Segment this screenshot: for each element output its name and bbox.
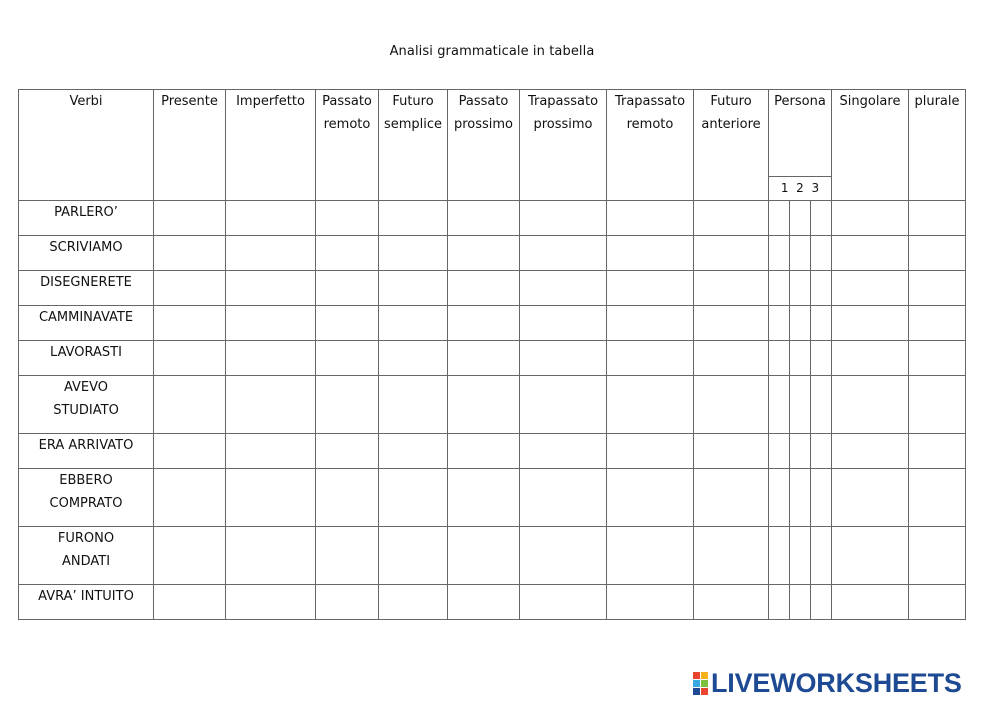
header-line: prossimo	[453, 117, 514, 132]
answer-cell[interactable]	[909, 469, 966, 527]
answer-cell[interactable]	[769, 376, 790, 434]
verb-text: ERA ARRIVATO	[38, 438, 134, 453]
answer-cell[interactable]	[694, 306, 769, 341]
answer-cell[interactable]	[448, 527, 520, 585]
answer-cell[interactable]	[607, 271, 694, 306]
header-presente: Presente	[154, 90, 226, 201]
answer-cell[interactable]	[832, 376, 909, 434]
answer-cell[interactable]	[154, 585, 226, 620]
answer-cell[interactable]	[316, 306, 379, 341]
answer-cell[interactable]	[379, 341, 448, 376]
answer-cell[interactable]	[226, 271, 316, 306]
answer-cell[interactable]	[316, 434, 379, 469]
answer-cell[interactable]	[909, 527, 966, 585]
answer-cell[interactable]	[769, 585, 790, 620]
answer-cell[interactable]	[694, 585, 769, 620]
answer-cell[interactable]	[448, 306, 520, 341]
answer-cell[interactable]	[832, 271, 909, 306]
table-row	[19, 376, 966, 434]
answer-cell[interactable]	[790, 306, 811, 341]
verb-text: AVEVO	[63, 380, 109, 395]
answer-cell[interactable]	[316, 201, 379, 236]
answer-cell[interactable]	[790, 271, 811, 306]
answer-cell[interactable]	[909, 434, 966, 469]
answer-cell[interactable]	[448, 376, 520, 434]
answer-cell[interactable]	[226, 585, 316, 620]
answer-cell[interactable]	[769, 306, 790, 341]
persona-number-3: 3	[811, 181, 820, 195]
header-imperfetto: Imperfetto	[226, 90, 316, 201]
table-row	[19, 341, 966, 376]
answer-cell[interactable]	[154, 306, 226, 341]
answer-cell[interactable]	[520, 585, 607, 620]
answer-cell[interactable]	[316, 585, 379, 620]
answer-cell[interactable]	[832, 527, 909, 585]
answer-cell[interactable]	[769, 469, 790, 527]
table-row	[19, 469, 966, 527]
logo-icon-square	[701, 680, 708, 687]
answer-cell[interactable]	[607, 527, 694, 585]
answer-cell[interactable]	[316, 376, 379, 434]
answer-cell[interactable]	[832, 469, 909, 527]
answer-cell[interactable]	[909, 376, 966, 434]
answer-cell[interactable]	[769, 341, 790, 376]
answer-cell[interactable]	[154, 469, 226, 527]
answer-cell[interactable]	[909, 201, 966, 236]
answer-cell[interactable]	[790, 201, 811, 236]
answer-cell[interactable]	[154, 376, 226, 434]
header-line: remoto	[323, 117, 371, 132]
answer-cell[interactable]	[316, 469, 379, 527]
logo-icon-square	[693, 680, 700, 687]
answer-cell[interactable]	[379, 306, 448, 341]
header-line: Trapassato	[527, 94, 599, 109]
answer-cell[interactable]	[226, 306, 316, 341]
answer-cell[interactable]	[832, 585, 909, 620]
answer-cell[interactable]	[226, 376, 316, 434]
answer-cell[interactable]	[607, 469, 694, 527]
answer-cell[interactable]	[226, 236, 316, 271]
answer-cell[interactable]	[832, 341, 909, 376]
answer-cell[interactable]	[832, 201, 909, 236]
answer-cell[interactable]	[226, 434, 316, 469]
answer-cell[interactable]	[811, 527, 832, 585]
header-line: Futuro	[392, 94, 434, 109]
persona-number-1: 1	[780, 181, 789, 195]
answer-cell[interactable]	[811, 271, 832, 306]
answer-cell[interactable]	[448, 201, 520, 236]
persona-number-2: 2	[796, 181, 804, 195]
header-trapassato-remoto	[607, 90, 694, 201]
answer-cell[interactable]	[520, 527, 607, 585]
verb-cell	[19, 236, 154, 271]
answer-cell[interactable]	[607, 585, 694, 620]
answer-cell[interactable]	[832, 236, 909, 271]
answer-cell[interactable]	[226, 341, 316, 376]
answer-cell[interactable]	[790, 527, 811, 585]
answer-cell[interactable]	[811, 469, 832, 527]
answer-cell[interactable]	[379, 236, 448, 271]
verb-text: AVRA’ INTUITO	[38, 589, 134, 604]
answer-cell[interactable]	[909, 236, 966, 271]
answer-cell[interactable]	[520, 271, 607, 306]
answer-cell[interactable]	[694, 341, 769, 376]
answer-cell[interactable]	[694, 434, 769, 469]
header-line: prossimo	[533, 117, 593, 132]
answer-cell[interactable]	[694, 201, 769, 236]
answer-cell[interactable]	[448, 585, 520, 620]
answer-cell[interactable]	[694, 376, 769, 434]
verb-text: COMPRATO	[49, 496, 123, 511]
logo-icon-square	[701, 688, 708, 695]
answer-cell[interactable]	[607, 236, 694, 271]
verb-cell	[19, 271, 154, 306]
answer-cell[interactable]	[154, 236, 226, 271]
answer-cell[interactable]	[811, 306, 832, 341]
answer-cell[interactable]	[316, 271, 379, 306]
answer-cell[interactable]	[909, 306, 966, 341]
answer-cell[interactable]	[379, 527, 448, 585]
answer-cell[interactable]	[226, 527, 316, 585]
verb-cell	[19, 201, 154, 236]
verb-analysis-table	[18, 89, 966, 620]
answer-cell[interactable]	[769, 201, 790, 236]
answer-cell[interactable]	[154, 341, 226, 376]
answer-cell[interactable]	[811, 236, 832, 271]
header-persona: Persona	[769, 90, 832, 177]
answer-cell[interactable]	[790, 469, 811, 527]
answer-cell[interactable]	[811, 585, 832, 620]
answer-cell[interactable]	[790, 376, 811, 434]
answer-cell[interactable]	[811, 434, 832, 469]
answer-cell[interactable]	[154, 434, 226, 469]
verb-text: DISEGNERETE	[40, 275, 132, 290]
header-passato-prossimo	[448, 90, 520, 201]
table-row	[19, 271, 966, 306]
header-verbi: Verbi	[19, 90, 154, 201]
answer-cell[interactable]	[379, 585, 448, 620]
answer-cell[interactable]	[520, 341, 607, 376]
verb-text: EBBERO	[59, 473, 113, 488]
answer-cell[interactable]	[811, 376, 832, 434]
verb-text: LAVORASTI	[50, 345, 122, 360]
table-row	[19, 585, 966, 620]
answer-cell[interactable]	[520, 201, 607, 236]
header-line: anteriore	[701, 117, 761, 132]
verb-cell	[19, 376, 154, 434]
answer-cell[interactable]	[316, 341, 379, 376]
answer-cell[interactable]	[520, 306, 607, 341]
logo-icon-square	[693, 688, 700, 695]
liveworksheets-logo-icon	[693, 672, 708, 695]
answer-cell[interactable]	[520, 434, 607, 469]
answer-cell[interactable]	[607, 201, 694, 236]
answer-cell[interactable]	[226, 469, 316, 527]
answer-cell[interactable]	[448, 271, 520, 306]
table-body	[19, 201, 966, 620]
answer-cell[interactable]	[790, 585, 811, 620]
header-futuro-semplice	[379, 90, 448, 201]
answer-cell[interactable]	[832, 306, 909, 341]
table-row	[19, 236, 966, 271]
answer-cell[interactable]	[607, 434, 694, 469]
answer-cell[interactable]	[520, 236, 607, 271]
answer-cell[interactable]	[769, 271, 790, 306]
answer-cell[interactable]	[811, 201, 832, 236]
answer-cell[interactable]	[909, 271, 966, 306]
answer-cell[interactable]	[379, 201, 448, 236]
answer-cell[interactable]	[379, 271, 448, 306]
logo-icon-square	[701, 672, 708, 679]
answer-cell[interactable]	[694, 236, 769, 271]
page-title: Analisi grammaticale in tabella	[389, 44, 595, 59]
answer-cell[interactable]	[316, 236, 379, 271]
verb-cell	[19, 306, 154, 341]
answer-cell[interactable]	[520, 376, 607, 434]
logo-icon-square	[693, 672, 700, 679]
header-line: remoto	[626, 117, 674, 132]
answer-cell[interactable]	[694, 271, 769, 306]
verb-text: PARLERO’	[54, 205, 118, 220]
answer-cell[interactable]	[379, 376, 448, 434]
verb-text: STUDIATO	[53, 403, 119, 418]
table-row	[19, 201, 966, 236]
liveworksheets-logo	[693, 668, 962, 698]
verb-text: FURONO	[57, 531, 115, 546]
header-passato-remoto	[316, 90, 379, 201]
answer-cell[interactable]	[811, 341, 832, 376]
header-singolare: Singolare	[832, 90, 909, 201]
answer-cell[interactable]	[909, 585, 966, 620]
table-row	[19, 527, 966, 585]
answer-cell[interactable]	[607, 341, 694, 376]
answer-cell[interactable]	[520, 469, 607, 527]
answer-cell[interactable]	[448, 236, 520, 271]
answer-cell[interactable]	[379, 434, 448, 469]
verb-text: CAMMINAVATE	[38, 310, 134, 325]
header-line: Passato	[322, 94, 372, 109]
answer-cell[interactable]	[694, 527, 769, 585]
answer-cell[interactable]	[790, 236, 811, 271]
verb-text: SCRIVIAMO	[49, 240, 123, 255]
answer-cell[interactable]	[448, 434, 520, 469]
answer-cell[interactable]	[226, 201, 316, 236]
header-line: semplice	[383, 117, 443, 132]
answer-cell[interactable]	[694, 469, 769, 527]
answer-cell[interactable]	[909, 341, 966, 376]
verb-cell	[19, 585, 154, 620]
table-row	[19, 306, 966, 341]
verb-cell	[19, 341, 154, 376]
answer-cell[interactable]	[769, 527, 790, 585]
logo-text: LIVEWORKSHEETS	[711, 667, 962, 698]
answer-cell[interactable]	[154, 271, 226, 306]
header-plurale: plurale	[909, 90, 966, 201]
answer-cell[interactable]	[607, 306, 694, 341]
answer-cell[interactable]	[154, 201, 226, 236]
header-line: Passato	[458, 94, 509, 109]
verb-cell	[19, 434, 154, 469]
answer-cell[interactable]	[316, 527, 379, 585]
answer-cell[interactable]	[832, 434, 909, 469]
answer-cell[interactable]	[769, 434, 790, 469]
verb-cell	[19, 527, 154, 585]
answer-cell[interactable]	[448, 469, 520, 527]
header-line: Futuro	[710, 94, 752, 109]
answer-cell[interactable]	[790, 434, 811, 469]
header-trapassato-prossimo	[520, 90, 607, 201]
verb-text: ANDATI	[61, 554, 111, 569]
table-row	[19, 434, 966, 469]
answer-cell[interactable]	[769, 236, 790, 271]
answer-cell[interactable]	[154, 527, 226, 585]
answer-cell[interactable]	[379, 469, 448, 527]
persona-numbers	[769, 177, 832, 201]
answer-cell[interactable]	[448, 341, 520, 376]
header-futuro-anteriore	[694, 90, 769, 201]
answer-cell[interactable]	[607, 376, 694, 434]
answer-cell[interactable]	[790, 341, 811, 376]
verb-cell	[19, 469, 154, 527]
header-line: Trapassato	[614, 94, 686, 109]
